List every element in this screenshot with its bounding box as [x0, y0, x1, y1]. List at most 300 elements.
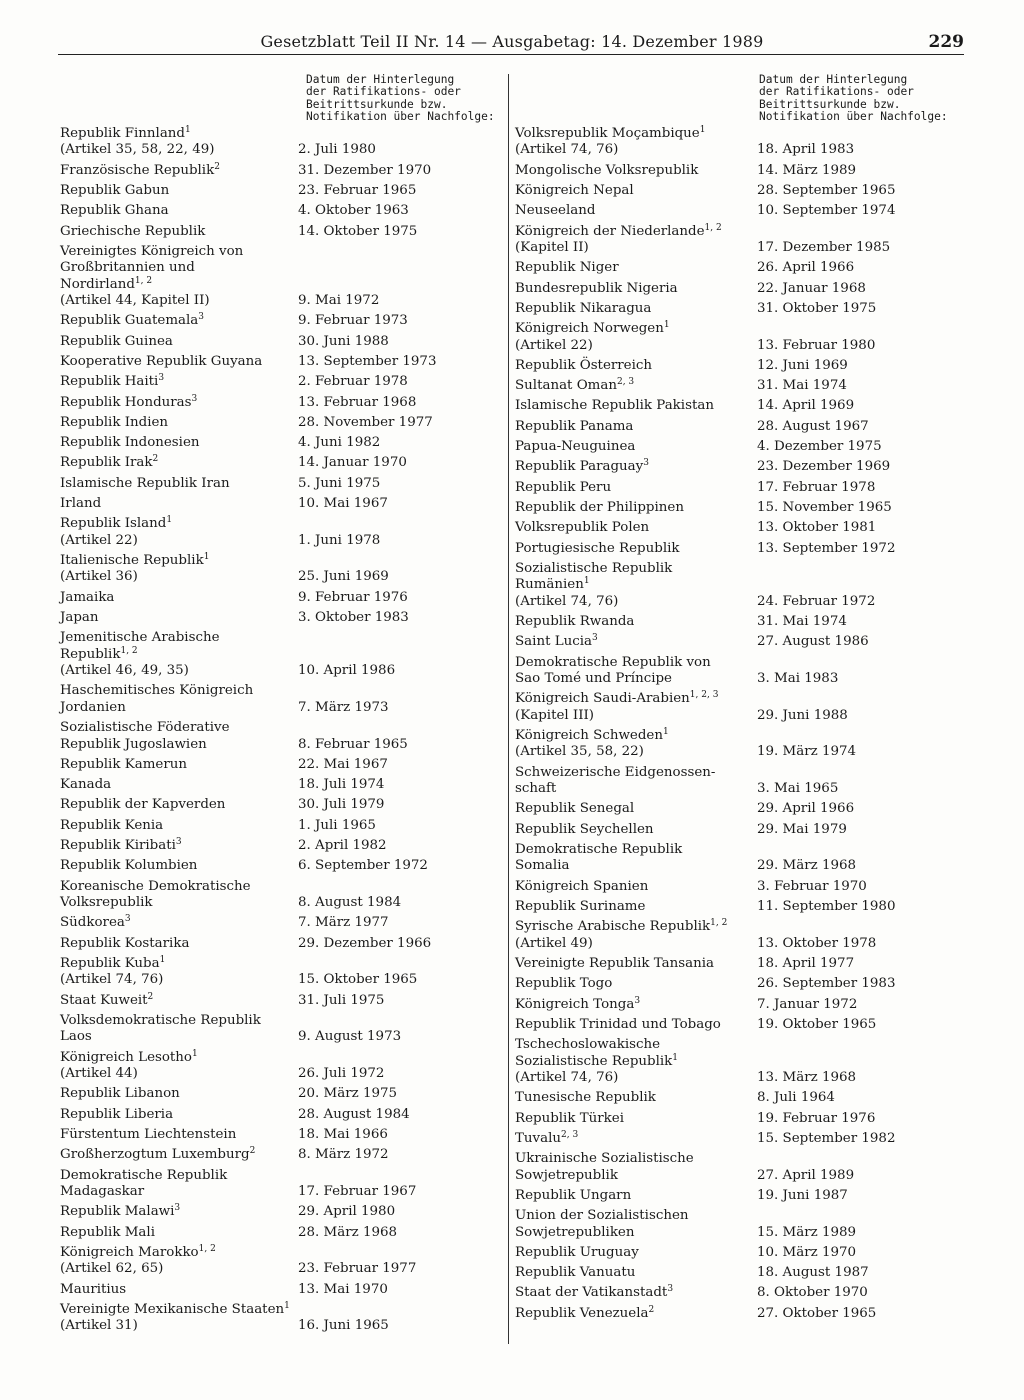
deposit-date: 28. August 1984 — [298, 1106, 410, 1122]
state-name — [60, 354, 298, 370]
state-entry — [60, 1107, 500, 1123]
state-name-line: Republik Island$^1$ — [60, 515, 173, 532]
deposit-date: 13. September 1972 — [757, 540, 896, 556]
state-name-line: Republik Niger — [515, 260, 619, 276]
state-entry — [515, 163, 965, 179]
state-entry — [60, 590, 500, 606]
deposit-date: 7. März 1977 — [298, 915, 389, 931]
state-name — [515, 919, 757, 952]
state-entry — [60, 334, 500, 350]
state-name — [515, 765, 757, 798]
footnote-marker: 3 — [667, 1284, 674, 1295]
state-entry — [515, 956, 965, 972]
deposit-date: 25. Juni 1969 — [298, 569, 389, 585]
state-entry — [60, 1302, 500, 1335]
state-name-line: Königreich Tonga$^3$ — [515, 995, 641, 1012]
state-name — [515, 281, 757, 297]
state-entry — [60, 630, 500, 679]
state-name — [60, 683, 298, 716]
state-name — [60, 630, 298, 679]
state-name — [515, 634, 757, 650]
state-name-line: Laos — [60, 1029, 92, 1045]
state-name-line: (Artikel 49) — [515, 935, 593, 951]
state-name — [60, 1127, 298, 1143]
state-name — [60, 1282, 298, 1298]
footnote-marker: 3 — [175, 837, 182, 848]
deposit-date: 9. Februar 1976 — [298, 589, 408, 605]
state-entry — [60, 858, 500, 874]
state-entry — [515, 728, 965, 761]
state-entry — [515, 561, 965, 610]
state-name — [515, 126, 757, 159]
deposit-date: 29. April 1980 — [298, 1204, 396, 1220]
state-name-line: Republik Vanuatu — [515, 1265, 636, 1281]
state-name — [515, 1090, 757, 1106]
state-name — [515, 1017, 757, 1033]
state-name-line: (Artikel 36) — [60, 569, 138, 585]
state-name — [515, 1188, 757, 1204]
state-name — [60, 1107, 298, 1123]
deposit-date: 29. Mai 1979 — [757, 821, 847, 837]
state-entry — [60, 879, 500, 912]
state-entry — [515, 655, 965, 688]
state-name-line: Sultanat Oman$^{2, 3}$ — [515, 377, 635, 394]
state-name — [60, 590, 298, 606]
deposit-date: 10. September 1974 — [757, 203, 896, 219]
state-name-line: (Artikel 74, 76) — [515, 593, 619, 609]
state-name-line: (Artikel 74, 76) — [60, 972, 164, 988]
state-entry — [515, 500, 965, 516]
state-name — [515, 655, 757, 688]
deposit-date: 10. Mai 1967 — [298, 496, 388, 512]
state-name-line: Islamische Republik Iran — [60, 475, 230, 491]
deposit-date: 23. Februar 1977 — [298, 1261, 417, 1277]
state-entry — [60, 435, 500, 451]
state-name-line: Republik Indonesien — [60, 435, 200, 451]
state-entry — [60, 1147, 500, 1163]
state-name-line: Japan — [60, 610, 99, 626]
deposit-date: 30. Juli 1979 — [298, 797, 385, 813]
state-name-line: Jemenitische Arabische — [60, 630, 220, 646]
state-name-line: Fürstentum Liechtenstein — [60, 1126, 237, 1142]
state-name-line: Republik Malawi$^3$ — [60, 1203, 181, 1220]
state-name — [515, 183, 757, 199]
state-name — [515, 321, 757, 354]
state-name-line: Königreich Schweden$^1$ — [515, 726, 669, 743]
footnote-marker: 1 — [159, 954, 166, 965]
deposit-date: 31. Oktober 1975 — [757, 300, 877, 316]
deposit-date: 9. Mai 1972 — [298, 293, 380, 309]
state-name-line: Sowjetrepubliken — [515, 1224, 635, 1240]
right-column — [515, 74, 965, 1326]
state-name — [515, 842, 757, 875]
deposit-date: 27. Oktober 1965 — [757, 1305, 877, 1321]
deposit-date: 20. März 1975 — [298, 1086, 398, 1102]
state-name-line: Großherzogtum Luxemburg$^2$ — [60, 1146, 256, 1163]
state-name-line: Republik Nikaragua — [515, 300, 652, 316]
state-name-line: Irland — [60, 496, 102, 512]
state-name-line: Republik Uruguay — [515, 1244, 639, 1260]
deposit-date: 15. Oktober 1965 — [298, 972, 418, 988]
state-entry — [515, 1151, 965, 1184]
state-name-line: Königreich Marokko$^{1, 2}$ — [60, 1243, 216, 1260]
state-entry — [60, 455, 500, 471]
footnote-marker: 1, 2 — [198, 1243, 216, 1254]
state-name — [515, 163, 757, 179]
deposit-date: 13. Oktober 1978 — [757, 935, 877, 951]
state-name-line: Madagaskar — [60, 1183, 145, 1199]
state-entry — [515, 1306, 965, 1322]
state-entry — [515, 281, 965, 297]
state-entry — [515, 480, 965, 496]
deposit-date: 26. September 1983 — [757, 976, 896, 992]
state-name-line: Vereinigte Mexikanische Staaten$^1$ — [60, 1300, 290, 1317]
state-entry — [515, 439, 965, 455]
deposit-date: 31. Juli 1975 — [298, 992, 385, 1008]
footnote-marker: 3 — [191, 393, 198, 404]
state-entry — [60, 1050, 500, 1083]
deposit-date: 6. September 1972 — [298, 858, 428, 874]
state-name — [515, 500, 757, 516]
deposit-date: 17. Februar 1967 — [298, 1183, 417, 1199]
state-name — [60, 374, 298, 390]
state-name — [60, 1168, 298, 1201]
state-name-line: Republik Jugoslawien — [60, 736, 207, 752]
state-name-line: Republik Peru — [515, 479, 612, 495]
state-name — [60, 1013, 298, 1046]
state-entry — [60, 1127, 500, 1143]
deposit-date: 5. Juni 1975 — [298, 475, 381, 491]
state-name — [60, 395, 298, 411]
state-name-line: (Artikel 74, 76) — [515, 1069, 619, 1085]
state-name-line: Republik Irak$^2$ — [60, 454, 159, 471]
deposit-date: 23. Februar 1965 — [298, 183, 417, 198]
state-name — [60, 1204, 298, 1220]
footnote-marker: 1 — [672, 1052, 679, 1063]
deposit-date: 2. Februar 1978 — [298, 374, 408, 390]
deposit-date: 8. Februar 1965 — [298, 736, 408, 752]
state-name-line: Haschemitisches Königreich — [60, 683, 254, 699]
state-entry — [60, 936, 500, 952]
state-name — [515, 997, 757, 1013]
state-name — [515, 419, 757, 435]
state-name-line: Republik Togo — [515, 976, 613, 992]
state-name-line: Jordanien — [60, 699, 126, 715]
state-entry — [515, 842, 965, 875]
state-entry — [515, 1090, 965, 1106]
deposit-date: 7. Januar 1972 — [757, 996, 858, 1012]
footnote-marker: 3 — [643, 458, 649, 469]
deposit-date: 24. Februar 1972 — [757, 593, 876, 609]
state-name-line: Königreich Saudi-Arabien$^{1, 2, 3}$ — [515, 690, 719, 707]
state-name-line: (Artikel 22) — [515, 337, 593, 353]
state-name — [515, 879, 757, 895]
state-name-line: Demokratische Republik — [515, 841, 683, 857]
state-name-line: (Artikel 35, 58, 22, 49) — [60, 142, 215, 158]
deposit-date: 3. Mai 1983 — [757, 670, 839, 686]
state-name — [515, 614, 757, 630]
deposit-date: 14. Januar 1970 — [298, 455, 407, 471]
deposit-date: 28. März 1968 — [298, 1224, 398, 1240]
state-name-line: (Artikel 46, 49, 35) — [60, 663, 189, 679]
state-name-line: Südkorea$^3$ — [60, 914, 131, 931]
state-entry — [515, 203, 965, 219]
state-entry — [515, 976, 965, 992]
state-name-line: (Artikel 44, Kapitel II) — [60, 293, 210, 309]
state-name-line: Volksrepublik — [60, 895, 153, 911]
deposit-date: 19. Oktober 1965 — [757, 1016, 877, 1032]
state-name-line: Kanada — [60, 777, 112, 793]
state-name-line: Republik Mali — [60, 1224, 155, 1240]
state-name-line: Königreich Nepal — [515, 183, 634, 198]
state-name — [515, 224, 757, 257]
deposit-date: 26. April 1966 — [757, 260, 855, 276]
state-name-line: Bundesrepublik Nigeria — [515, 280, 678, 296]
state-name-line: Republik Kuba$^1$ — [60, 954, 166, 971]
state-name-line: schaft — [515, 781, 557, 797]
deposit-date: 31. Dezember 1970 — [298, 162, 432, 178]
state-name-line: Republik Kiribati$^3$ — [60, 837, 182, 854]
state-name — [60, 720, 298, 753]
state-name-line: Sozialistische Föderative — [60, 720, 230, 736]
state-entry — [515, 541, 965, 557]
footnote-marker: 1 — [185, 125, 191, 135]
state-name — [515, 956, 757, 972]
state-name — [515, 1265, 757, 1281]
deposit-date: 13. Oktober 1981 — [757, 520, 877, 536]
state-name-line: Königreich der Niederlande$^{1, 2}$ — [515, 222, 722, 239]
state-entry — [60, 1225, 500, 1241]
header-rule — [58, 54, 964, 55]
state-name-line: Republik Türkei — [515, 1110, 624, 1126]
state-name — [60, 476, 298, 492]
state-name — [60, 516, 298, 549]
state-entry — [60, 183, 500, 199]
state-entry — [515, 1131, 965, 1147]
state-entry — [515, 459, 965, 475]
state-name — [515, 822, 757, 838]
state-name-line: Republik Finnland$^1$ — [60, 125, 191, 141]
state-name-line: Demokratische Republik — [60, 1167, 228, 1183]
deposit-date: 28. September 1965 — [757, 183, 896, 198]
footnote-marker: 2, 3 — [616, 377, 635, 388]
state-name — [60, 244, 298, 310]
deposit-date: 15. November 1965 — [757, 499, 892, 515]
state-name-line: Republik Kenia — [60, 817, 164, 833]
state-entry — [60, 956, 500, 989]
state-entry — [515, 899, 965, 915]
state-name-line: Republik Kolumbien — [60, 858, 198, 874]
state-entry — [515, 520, 965, 536]
state-name — [515, 203, 757, 219]
state-entry — [515, 378, 965, 394]
column-divider — [508, 74, 509, 1344]
state-name-line: Sao Tomé und Príncipe — [515, 670, 672, 686]
deposit-date: 18. April 1977 — [757, 955, 855, 971]
state-entry — [60, 838, 500, 854]
state-name-line: Tuvalu$^{2, 3}$ — [515, 1129, 579, 1146]
state-name-line: Syrische Arabische Republik$^{1, 2}$ — [515, 918, 728, 935]
state-name-line: Republik Liberia — [60, 1106, 174, 1122]
state-name — [60, 936, 298, 952]
deposit-date: 23. Dezember 1969 — [757, 459, 891, 475]
footnote-marker: 2 — [147, 991, 154, 1002]
state-name — [60, 126, 298, 159]
deposit-date: 3. Oktober 1983 — [298, 610, 409, 626]
state-name — [515, 378, 757, 394]
deposit-date: 27. August 1986 — [757, 634, 869, 650]
state-name — [60, 455, 298, 471]
state-name-line: Mongolische Volksrepublik — [515, 162, 699, 178]
deposit-date: 18. Mai 1966 — [298, 1126, 388, 1142]
deposit-date-column-header: Datum der Hinterlegung der Ratifikations- oder Beitrittsurkunde bzw. Notifikation über Nachfolge: — [759, 73, 948, 123]
state-name-line: Sozialistische Republik$^1$ — [515, 1052, 679, 1069]
state-name-line: Königreich Lesotho$^1$ — [60, 1048, 198, 1065]
state-name-line: (Kapitel III) — [515, 707, 595, 723]
state-name — [515, 1151, 757, 1184]
state-name — [60, 777, 298, 793]
footnote-marker: 1 — [662, 726, 669, 737]
footnote-marker: 3 — [124, 914, 131, 925]
state-entry — [60, 244, 500, 310]
state-entry — [515, 1208, 965, 1241]
state-entry — [515, 1111, 965, 1127]
state-name-line: Republik Rwanda — [515, 613, 635, 629]
state-entry — [515, 1285, 965, 1301]
left-entry-list — [60, 126, 500, 1335]
deposit-date: 19. März 1974 — [757, 744, 857, 760]
state-name-line: Königreich Spanien — [515, 878, 649, 894]
deposit-date: 13. März 1968 — [757, 1069, 857, 1085]
deposit-date: 4. Oktober 1963 — [298, 203, 409, 219]
footnote-marker: 3 — [198, 312, 205, 323]
state-name — [60, 163, 298, 179]
state-entry — [60, 818, 500, 834]
deposit-date: 13. Februar 1968 — [298, 394, 417, 410]
deposit-date: 14. März 1989 — [757, 162, 857, 178]
state-entry — [60, 476, 500, 492]
deposit-date: 29. März 1968 — [757, 858, 857, 874]
state-entry — [515, 321, 965, 354]
state-name-line: Sozialistische Republik — [515, 560, 673, 576]
state-name-line: (Artikel 62, 65) — [60, 1261, 164, 1277]
state-entry — [60, 1204, 500, 1220]
state-name — [60, 818, 298, 834]
state-name — [60, 1245, 298, 1278]
state-name — [515, 439, 757, 455]
footnote-marker: 1 — [284, 1300, 290, 1311]
state-entry — [515, 614, 965, 630]
state-entry — [60, 1282, 500, 1298]
state-name — [60, 993, 298, 1009]
deposit-date: 29. April 1966 — [757, 801, 855, 817]
footnote-marker: 1, 2 — [120, 645, 138, 656]
state-name-line: Papua-Neuguinea — [515, 439, 636, 455]
state-name-line: Koreanische Demokratische — [60, 878, 251, 894]
state-name-line: (Artikel 35, 58, 22) — [515, 744, 644, 760]
state-entry — [60, 374, 500, 390]
state-name — [515, 691, 757, 724]
state-name-line: Islamische Republik Pakistan — [515, 398, 714, 414]
state-name-line: Französische Republik$^2$ — [60, 161, 220, 178]
deposit-date: 8. März 1972 — [298, 1147, 389, 1163]
state-entry — [515, 260, 965, 276]
state-name-line: Neuseeland — [515, 203, 596, 219]
state-name-line: Republik Haiti$^3$ — [60, 373, 165, 390]
state-entry — [60, 1168, 500, 1201]
state-name — [60, 1225, 298, 1241]
state-name — [60, 313, 298, 329]
state-entry — [60, 163, 500, 179]
state-name — [60, 496, 298, 512]
state-name — [515, 561, 757, 610]
state-name — [60, 435, 298, 451]
state-entry — [60, 1086, 500, 1102]
deposit-date: 1. Juli 1965 — [298, 817, 376, 833]
state-name-line: (Artikel 31) — [60, 1318, 138, 1334]
deposit-date: 19. Juni 1987 — [757, 1187, 848, 1203]
footnote-marker: 2 — [152, 454, 159, 465]
state-name — [515, 1131, 757, 1147]
state-entry — [60, 126, 500, 159]
state-name-line: Union der Sozialistischen — [515, 1208, 689, 1224]
state-name — [515, 728, 757, 761]
state-entry — [60, 915, 500, 931]
state-name — [60, 553, 298, 586]
state-name-line: Königreich Norwegen$^1$ — [515, 320, 670, 337]
deposit-date: 18. April 1983 — [757, 142, 855, 158]
state-entry — [515, 1188, 965, 1204]
state-name-line: Somalia — [515, 858, 570, 874]
state-entry — [515, 997, 965, 1013]
state-name — [515, 480, 757, 496]
state-name — [515, 1037, 757, 1086]
deposit-date: 2. April 1982 — [298, 838, 387, 854]
deposit-date: 15. März 1989 — [757, 1224, 857, 1240]
gazette-title: Gesetzblatt Teil II Nr. 14 — Ausgabetag: 14. Dezember 1989 — [260, 32, 764, 51]
deposit-date-column-header: Datum der Hinterlegung der Ratifikations- oder Beitrittsurkunde bzw. Notifikation über Nachfolge: — [306, 73, 495, 123]
state-name-line: Saint Lucia$^3$ — [515, 633, 598, 650]
deposit-date: 18. August 1987 — [757, 1265, 869, 1281]
state-name-line: (Artikel 74, 76) — [515, 142, 619, 158]
deposit-date: 10. April 1986 — [298, 663, 396, 679]
deposit-date: 9. August 1973 — [298, 1029, 402, 1045]
state-entry — [515, 301, 965, 317]
state-entry — [60, 683, 500, 716]
state-name-line: Republik Senegal — [515, 801, 635, 817]
state-name-line: Republik Suriname — [515, 898, 646, 914]
deposit-date: 4. Juni 1982 — [298, 435, 381, 451]
state-name — [515, 1111, 757, 1127]
state-name — [515, 1285, 757, 1301]
deposit-date: 8. August 1984 — [298, 895, 402, 911]
state-name — [60, 224, 298, 240]
state-entry — [515, 691, 965, 724]
deposit-date: 17. Februar 1978 — [757, 479, 876, 495]
footnote-marker: 1 — [203, 552, 210, 563]
state-name — [515, 358, 757, 374]
state-name-line: Republik Kostarika — [60, 935, 190, 951]
page-number: 229 — [928, 32, 964, 52]
deposit-date: 19. Februar 1976 — [757, 1110, 876, 1126]
state-entry — [60, 610, 500, 626]
footnote-marker: 1, 2 — [710, 918, 728, 929]
state-name-line: (Artikel 44) — [60, 1066, 138, 1082]
state-entry — [515, 126, 965, 159]
state-name-line: Tunesische Republik — [515, 1090, 656, 1106]
footnote-marker: 1, 2 — [134, 275, 153, 286]
state-name-line: Republik Ghana — [60, 203, 169, 219]
